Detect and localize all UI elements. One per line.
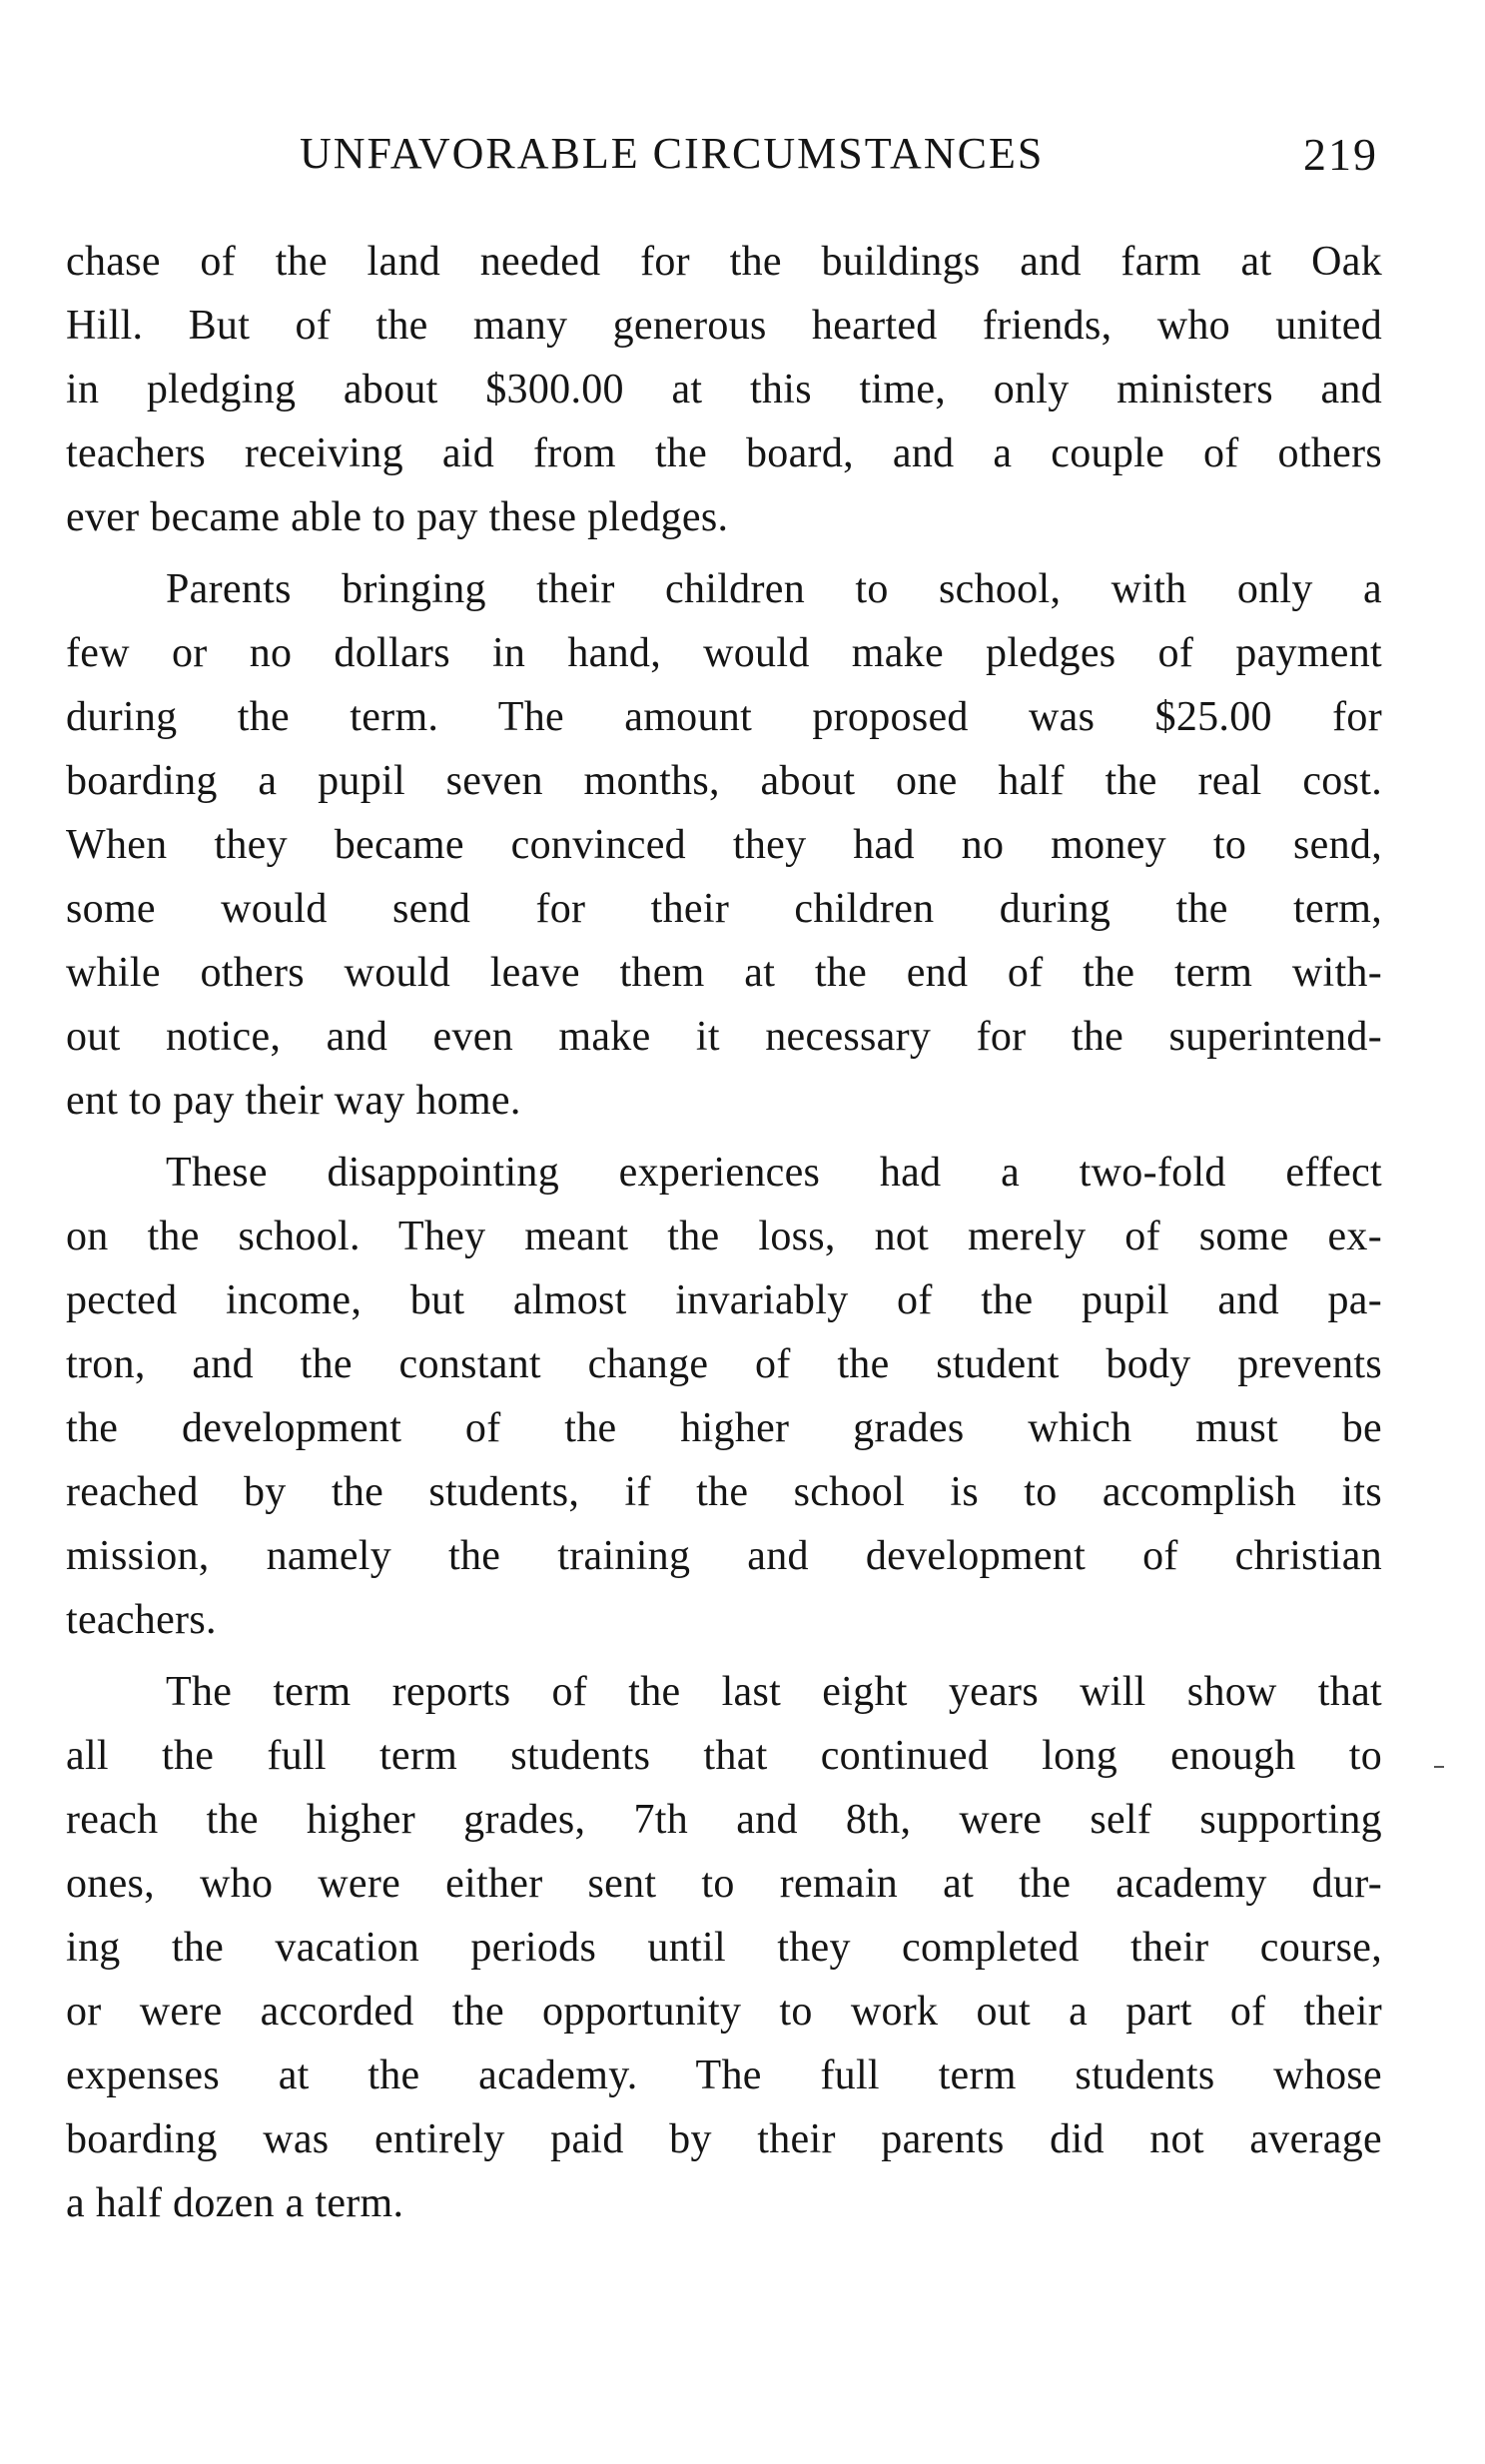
text-line: expenses at the academy. The full term students whose — [66, 2053, 1382, 2098]
text-line: boarding a pupil seven months, about one half the real cost. — [66, 758, 1382, 804]
paragraph-4 — [66, 1660, 1382, 2235]
text-line: while others would leave them at the end of the term with- — [66, 950, 1382, 996]
text-line: ent to pay their way home. — [66, 1078, 521, 1124]
text-line: a half dozen a term. — [66, 2180, 404, 2226]
text-line: in pledging about $300.00 at this time, only ministers and — [66, 367, 1382, 412]
text-line: or were accorded the opportunity to work out a part of their — [66, 1989, 1382, 2035]
text-line: few or no dollars in hand, would make pledges of payment — [66, 630, 1382, 676]
page-number: 219 — [1303, 129, 1378, 180]
chapter-title: UNFAVORABLE CIRCUMSTANCES — [300, 129, 1045, 178]
text-line: the development of the higher grades which must be — [66, 1405, 1382, 1451]
running-header — [300, 128, 1378, 188]
text-line: during the term. The amount proposed was $25.00 for — [66, 694, 1382, 740]
paragraph-1 — [66, 230, 1382, 549]
text-line: ever became able to pay these pledges. — [66, 494, 729, 540]
text-line: pected income, but almost invariably of the pupil and pa- — [66, 1277, 1382, 1323]
text-line: ones, who were either sent to remain at the academy dur- — [66, 1861, 1382, 1907]
text-line: all the full term students that continued long enough to — [66, 1733, 1382, 1779]
paragraph-gap — [66, 1652, 1382, 1660]
text-line: tron, and the constant change of the student body prevents — [66, 1341, 1382, 1387]
text-line: teachers receiving aid from the board, and a couple of others — [66, 430, 1382, 476]
paragraph-3 — [66, 1141, 1382, 1652]
text-line: reached by the students, if the school is to accomplish its — [66, 1469, 1382, 1515]
body-text — [66, 230, 1382, 2235]
text-line: Parents bringing their children to school, with only a — [166, 566, 1382, 612]
text-line: These disappointing experiences had a two-fold effect — [166, 1150, 1382, 1196]
text-line: chase of the land needed for the buildings and farm at Oak — [66, 239, 1382, 285]
text-line: ing the vacation periods until they completed their course, — [66, 1925, 1382, 1971]
text-line: out notice, and even make it necessary for the superintend- — [66, 1014, 1382, 1060]
paragraph-gap — [66, 549, 1382, 557]
margin-mark — [1434, 1766, 1444, 1768]
text-line: on the school. They meant the loss, not merely of some ex- — [66, 1214, 1382, 1259]
text-line: The term reports of the last eight years will show that — [166, 1669, 1382, 1715]
paragraph-2 — [66, 557, 1382, 1133]
text-line: teachers. — [66, 1597, 217, 1643]
text-line: some would send for their children during the term, — [66, 886, 1382, 932]
text-line: Hill. But of the many generous hearted friends, who united — [66, 303, 1382, 349]
text-line: reach the higher grades, 7th and 8th, were self supporting — [66, 1797, 1382, 1843]
text-line: When they became convinced they had no money to send, — [66, 822, 1382, 868]
text-line: boarding was entirely paid by their parents did not average — [66, 2116, 1382, 2162]
paragraph-gap — [66, 1133, 1382, 1141]
text-line: mission, namely the training and development of christian — [66, 1533, 1382, 1579]
